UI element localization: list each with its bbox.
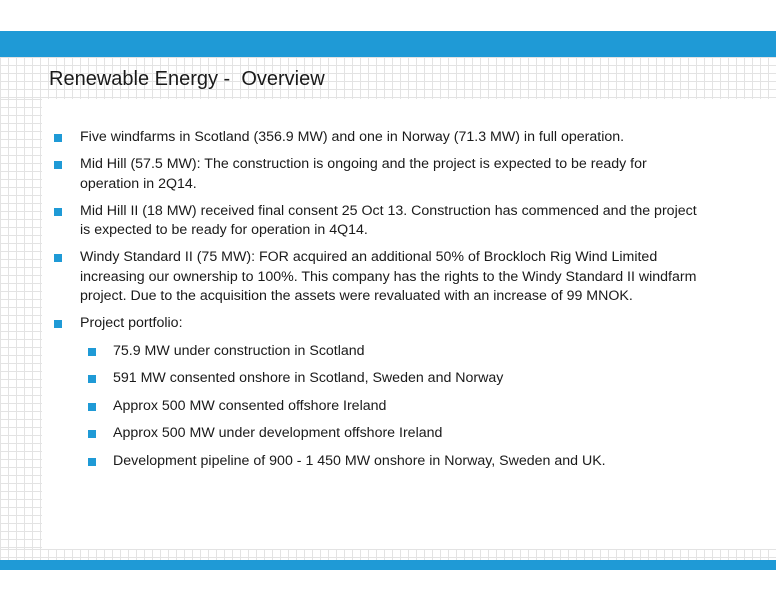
bullet-square-icon	[54, 254, 62, 262]
bottom-grid-strip	[0, 549, 776, 560]
bullet-square-icon	[54, 320, 62, 328]
sub-bullet-square-icon	[88, 430, 96, 438]
header-accent-bar	[0, 31, 776, 57]
sub-bullet-item	[52, 369, 752, 389]
sub-bullet-item	[52, 397, 752, 417]
left-grid-margin	[0, 99, 42, 549]
bullet-item-project-portfolio	[52, 314, 752, 334]
bullet-line: operation in 2Q14.	[80, 175, 197, 192]
sub-bullet-square-icon	[88, 403, 96, 411]
sub-bullet-line: Approx 500 MW consented offshore Ireland	[113, 397, 387, 414]
bullet-item-windy-standard-ii	[52, 248, 752, 307]
slide-title: Renewable Energy - Overview	[49, 68, 325, 90]
bullet-item-mid-hill-ii	[52, 202, 752, 241]
bullet-square-icon	[54, 134, 62, 142]
sub-bullet-line: 591 MW consented onshore in Scotland, Sweden and Norway	[113, 370, 504, 386]
bullet-square-icon	[54, 161, 62, 169]
footer-accent-bar	[0, 560, 776, 570]
bullet-line: Project portfolio:	[80, 315, 183, 331]
bullet-list	[52, 128, 752, 471]
sub-bullet-line: Development pipeline of 900 - 1 450 MW onshore in Norway, Sweden and UK.	[113, 452, 606, 469]
bullet-line: Five windfarms in Scotland (356.9 MW) and one in Norway (71.3 MW) in full operation.	[80, 129, 625, 145]
sub-bullet-line: Approx 500 MW under development offshore Ireland	[113, 425, 443, 441]
sub-bullet-line: 75.9 MW under construction in Scotland	[113, 342, 365, 359]
bullet-line: Windy Standard II (75 MW): FOR acquired an additional 50% of Brockloch Rig Wind Limited	[80, 249, 658, 265]
bullet-square-icon	[54, 208, 62, 216]
bullet-line: project. Due to the acquisition the assets were revaluated with an increase of 99 MNOK.	[80, 288, 633, 304]
sub-bullet-square-icon	[88, 458, 96, 466]
sub-bullet-item	[52, 342, 752, 362]
bullet-line: Mid Hill II (18 MW) received final consent 25 Oct 13. Construction has commenced and the project	[80, 202, 697, 219]
bullet-item-windfarms	[52, 128, 752, 148]
sub-bullet-square-icon	[88, 348, 96, 356]
sub-bullet-item	[52, 424, 752, 444]
bullet-line: increasing our ownership to 100%. This company has the rights to the Windy Standard II windfarm	[80, 268, 697, 285]
sub-bullet-item	[52, 452, 752, 472]
bullet-item-mid-hill	[52, 155, 752, 194]
bullet-line: is expected to be ready for operation in 4Q14.	[80, 222, 368, 238]
bullet-line: Mid Hill (57.5 MW): The construction is ongoing and the project is expected to be ready for	[80, 156, 647, 172]
sub-bullet-square-icon	[88, 375, 96, 383]
